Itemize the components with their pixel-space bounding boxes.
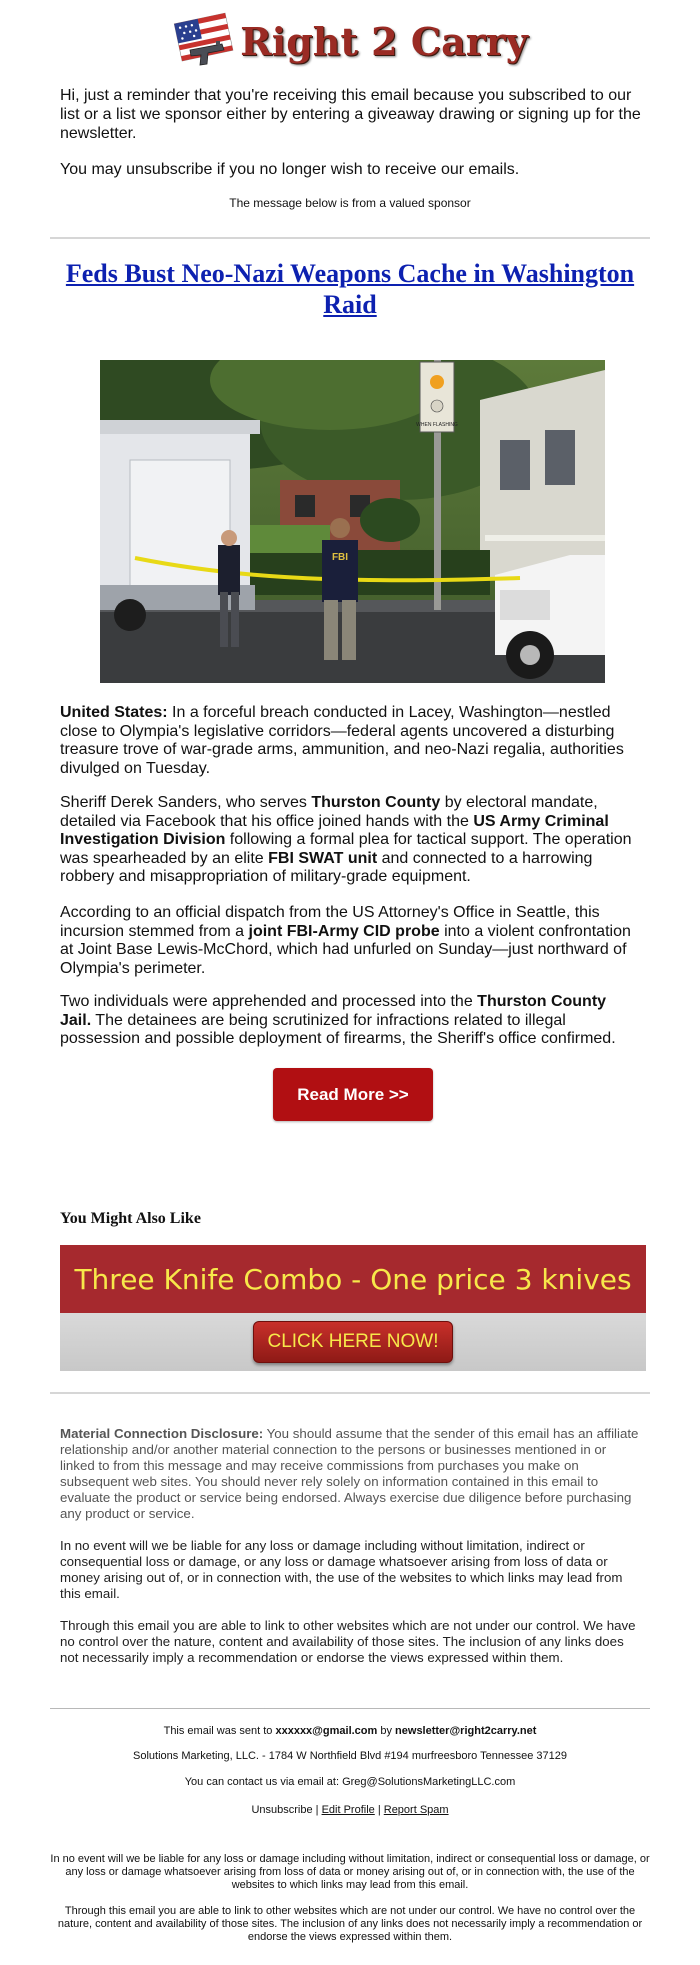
banner-click-here-button[interactable]: CLICK HERE NOW! <box>253 1321 453 1363</box>
separator: | <box>312 1804 322 1816</box>
article-paragraph-4 <box>60 993 640 1049</box>
location-lead: United States: <box>60 704 168 721</box>
article-paragraph-2 <box>60 794 640 887</box>
unsubscribe-link[interactable]: Unsubscribe <box>251 1804 313 1816</box>
p2-text-c: by electoral mandate, detailed via Facebook that his office joined hands with the <box>60 794 598 830</box>
jacket-text: FBI <box>331 552 349 563</box>
sent-by-text: by <box>377 1725 396 1737</box>
brand-header <box>0 10 700 72</box>
liability-notice-small: In no event will we be liable for any loss or damage including without limitation, indirect or consequential loss or damage, or any loss or damage whatsoever arising from loss of data or money arising out of, or in connection with, the use of the websites to which links may lead from this email. <box>50 1853 650 1891</box>
divider <box>50 237 650 239</box>
subscription-reminder: Hi, just a reminder that you're receiving this email because you subscribed to our list or a list we sponsor either by entering a giveaway drawing or signing up for the newsletter. <box>60 87 641 142</box>
p2-text-e: following a formal plea for tactical support. The operation was spearheaded by an elite <box>60 831 632 867</box>
footer-links <box>50 1804 650 1817</box>
p3-bold-probe: joint FBI-Army CID probe <box>248 922 440 940</box>
p3-text-a: According to an official dispatch from the US Attorney's Office in Seattle, this incursion stemmed from a <box>60 904 600 940</box>
banner-button-area <box>60 1313 646 1371</box>
material-connection-disclosure <box>60 1426 640 1522</box>
p2-bold-swat: FBI SWAT unit <box>268 849 378 867</box>
knife-combo-banner[interactable] <box>60 1245 646 1371</box>
article-paragraph-3 <box>60 904 640 978</box>
flag-pistol-icon <box>172 10 236 73</box>
separator: | <box>374 1804 384 1816</box>
article-photo[interactable] <box>100 360 605 683</box>
unsubscribe-note: You may unsubscribe if you no longer wish to receive our emails. <box>60 161 520 178</box>
you-might-also-like-heading: You Might Also Like <box>60 1210 201 1227</box>
p1-text: In a forceful breach conducted in Lacey, Washington—nestled close to Olympia's legislative corridors—federal agents uncovered a disturbing treasure trove of war-grade arms, ammunition, and neo-Nazi regalia, authorities divulged on Tuesday. <box>60 704 624 777</box>
contact-email-line[interactable]: You can contact us via email at: Greg@SolutionsMarketingLLC.com <box>184 1776 516 1788</box>
sign-text: WHEN FLASHING <box>416 422 458 428</box>
p2-bold-army-cid: US Army Criminal Investigation Division <box>60 812 609 848</box>
external-links-notice: Through this email you are able to link to other websites which are not under our control. We have no control over the nature, content and availability of those sites. The inclusion of any links does not necessarily imply a recommendation or endorse the views expressed within them. <box>60 1618 636 1665</box>
sent-to-line <box>50 1725 650 1738</box>
read-more-button[interactable]: Read More >> <box>273 1068 433 1121</box>
p2-bold-county: Thurston County <box>311 794 441 811</box>
disclosure-text: You should assume that the sender of this email has an affiliate relationship and/or another material connection to the persons or businesses mentioned in or linked to from this message and may receive commissions from purchases you make on subsequent web sites. You should never rely solely on information contained in this email to evaluate the product or service being endorsed. Always exercise due diligence before purchasing any product or service. <box>60 1426 639 1521</box>
article-paragraph-1 <box>60 704 640 778</box>
divider <box>50 1708 650 1709</box>
edit-profile-link[interactable]: Edit Profile <box>321 1804 375 1816</box>
recipient-email: xxxxxx@gmail.com <box>275 1725 378 1737</box>
sponsor-note: The message below is from a valued sponsor <box>229 196 471 210</box>
company-address: Solutions Marketing, LLC. - 1784 W Northfield Blvd #194 murfreesboro Tennessee 37129 <box>133 1750 567 1762</box>
p2-text-a: Sheriff Derek Sanders, who serves <box>60 794 312 811</box>
banner-title: Three Knife Combo - One price 3 knives <box>60 1245 646 1313</box>
p4-bold-jail: Thurston County Jail. <box>60 993 607 1029</box>
divider <box>50 1392 650 1394</box>
sent-to-prefix: This email was sent to <box>163 1725 276 1737</box>
p4-text-c: The detainees are being scrutinized for infractions related to illegal possession and possible deployment of firearms, the Sheriff's office confirmed. <box>60 1011 616 1047</box>
liability-notice: In no event will we be liable for any loss or damage including without limitation, indirect or consequential loss or damage, or any loss or damage whatsoever arising from loss of data or money arising out of, or in connection with, the use of the websites to which links may lead from this email. <box>60 1538 623 1601</box>
report-spam-link[interactable]: Report Spam <box>383 1804 449 1816</box>
brand-name: Right 2 Carry <box>240 18 528 64</box>
p3-text-c: into a violent confrontation at Joint Base Lewis-McChord, which had unfurled on Sunday—just northward of Olympia's perimeter. <box>60 922 631 977</box>
external-links-notice-small: Through this email you are able to link to other websites which are not under our control. We have no control over the nature, content and availability of those sites. The inclusion of any links does not necessarily imply a recommendation or endorse the views expressed within them. <box>57 1905 643 1943</box>
disclosure-label: Material Connection Disclosure: <box>60 1426 264 1441</box>
brand-logo[interactable] <box>172 10 528 73</box>
p2-text-g: and connected to a harrowing robbery and misappropriation of military-grade equipment. <box>60 849 593 885</box>
p4-text-a: Two individuals were apprehended and processed into the <box>60 993 478 1010</box>
sender-email[interactable]: newsletter@right2carry.net <box>395 1725 537 1737</box>
article-headline-link[interactable]: Feds Bust Neo-Nazi Weapons Cache in Washington Raid <box>65 259 635 319</box>
